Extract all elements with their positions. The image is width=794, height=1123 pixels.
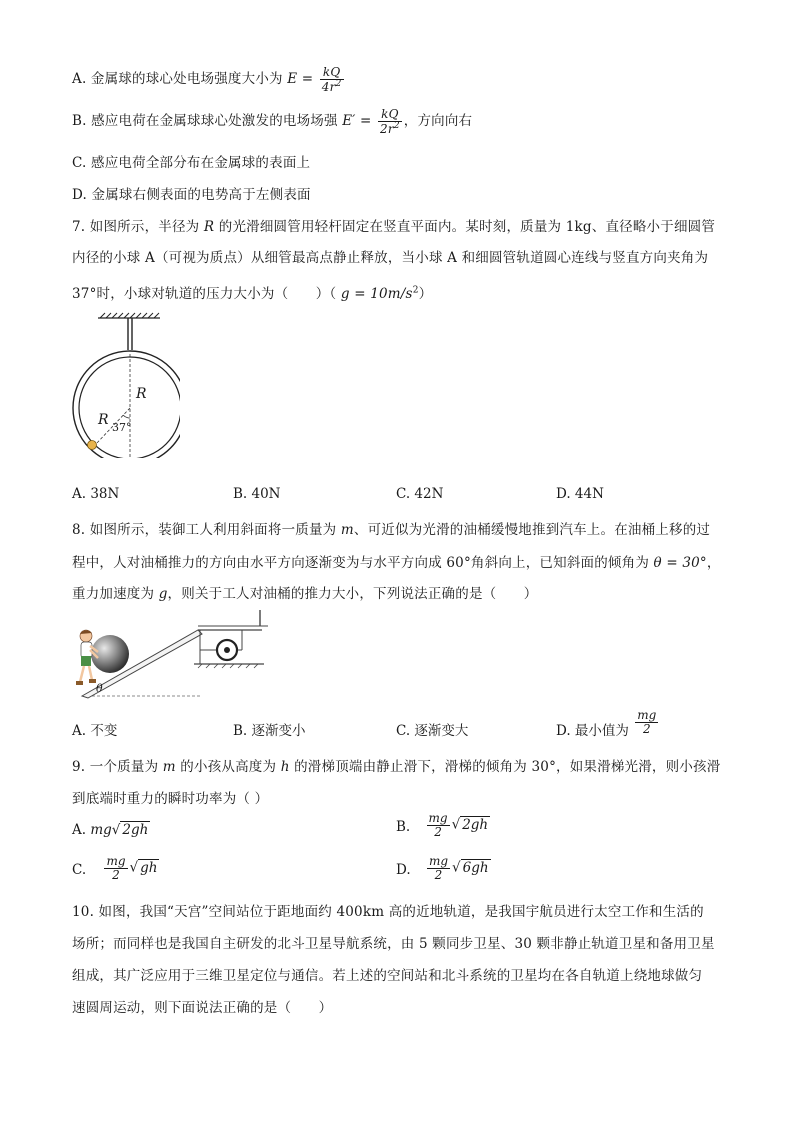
fraction-denominator: 2 — [112, 867, 120, 882]
q9-option-d: D. $\frac{mg}{2}$ √ 6gh — [396, 854, 489, 882]
q9-option-a: A. mg√ 2gh — [72, 822, 149, 838]
q6-option-c: C. 感应电荷全部分布在金属球的表面上 — [72, 155, 311, 171]
q7-stem-line2: 内径的小球 A（可视为质点）从细管最高点静止释放，当小球 A 和细圆管轨道圆心连线与竖直方向夹角为 — [72, 250, 709, 266]
fraction-numerator: kQ — [378, 108, 402, 122]
q7-label-r-top: R — [136, 386, 147, 402]
q7-option-a: A. 38N — [72, 486, 120, 502]
fraction-denominator: $2r^2$ — [380, 120, 400, 136]
q7-label-r-left: R — [98, 412, 109, 428]
q7-stem-line1: 7. 如图所示，半径为 R 的光滑细圆管用轻杆固定在竖直平面内。某时刻，质量为 1kg、直径略小于细圆管 — [72, 219, 716, 235]
q8-option-a: A. 不变 — [72, 723, 118, 739]
q8-stem-line2: 程中，人对油桶推力的方向由水平方向逐渐变为与水平方向成 60°角斜向上，已知斜面的倾角为 θ = 30°， — [72, 555, 721, 571]
q7-figure-ring — [68, 312, 180, 458]
q8-option-d: D. 最小值为 $\frac{mg}{2}$ — [556, 708, 657, 739]
q8-stem-line3: 重力加速度为 g，则关于工人对油桶的推力大小，下列说法正确的是（ ） — [72, 586, 538, 602]
q6-option-b-fraction — [378, 108, 402, 135]
q7-option-d: D. 44N — [556, 486, 604, 502]
q7-option-b: B. 40N — [233, 486, 281, 502]
q6-option-b-lhs: E′ = — [342, 113, 372, 130]
q10-stem-line4: 速圆周运动，则下面说法正确的是（ ） — [72, 1000, 333, 1016]
fraction-denominator: 2 — [642, 722, 651, 736]
q6-option-b-text: B. 感应电荷在金属球球心处激发的电场场强 — [72, 113, 338, 130]
q8-theta-label: θ — [96, 682, 103, 695]
ball-a — [88, 441, 97, 450]
fraction-numerator: mg — [428, 854, 448, 868]
q8-stem-line1: 8. 如图所示，装御工人利用斜面将一质量为 m、可近似为光滑的油桶缓慢地推到汽车上。在油桶上移的过 — [72, 522, 711, 538]
q6-option-b — [72, 108, 472, 135]
q9-stem-line1: 9. 一个质量为 m 的小孩从高度为 h 的滑梯顶端由静止滑下，滑梯的倾角为 30°，如果滑梯光滑，则小孩滑 — [72, 759, 721, 775]
q9-option-c: C. $\frac{mg}{2}$ √ gh — [72, 854, 158, 882]
q7-option-c: C. 42N — [396, 486, 444, 502]
oil-drum — [91, 635, 129, 673]
fraction-denominator: 2 — [434, 867, 443, 882]
q6-option-a — [72, 66, 346, 93]
q9-stem-line2: 到底端时重力的瞬时功率为（ ） — [72, 791, 269, 807]
q6-option-a-lhs: E = — [287, 71, 314, 88]
q10-stem-line1: 10. 如图，我国“天宫”空间站位于距地面约 400km 高的近地轨道，是我国宇航员进行太空工作和生活的 — [72, 904, 704, 920]
q8-option-b: B. 逐渐变小 — [233, 723, 306, 739]
q6-option-d: D. 金属球右侧表面的电势高于左侧表面 — [72, 187, 311, 203]
angle-arc — [123, 415, 130, 418]
fraction-numerator: kQ — [320, 66, 344, 80]
q9-option-b: B. $\frac{mg}{2}$ √ 2gh — [396, 811, 489, 839]
q10-stem-line2: 场所；而同样也是我国自主研发的北斗卫星导航系统，由 5 颗同步卫星、30 颗非静止轨道卫星和备用卫星 — [72, 936, 715, 952]
q6-option-b-suffix: ，方向向右 — [403, 113, 473, 130]
q7-stem-line3: 37°时，小球对轨道的压力大小为（ ）（ $g = 10m/s^2$） — [72, 285, 433, 302]
fraction-denominator: 2 — [434, 824, 442, 839]
q10-stem-line3: 组成，其广泛应用于三维卫星定位与通信。若上述的空间站和北斗系统的卫星均在各自轨道上绕地球做匀 — [72, 968, 703, 984]
q7-angle-label: 37° — [112, 421, 132, 434]
fraction-denominator: $4r^2$ — [321, 78, 342, 94]
fraction-numerator: mg — [637, 708, 657, 723]
q6-option-a-fraction — [320, 66, 344, 93]
q6-option-a-text: A. 金属球的球心处电场强度大小为 — [72, 71, 283, 88]
fraction-numerator: mg — [106, 854, 126, 868]
ceiling-hatch — [100, 313, 159, 318]
q8-option-c: C. 逐渐变大 — [396, 723, 469, 739]
fraction-numerator: mg — [428, 811, 448, 825]
